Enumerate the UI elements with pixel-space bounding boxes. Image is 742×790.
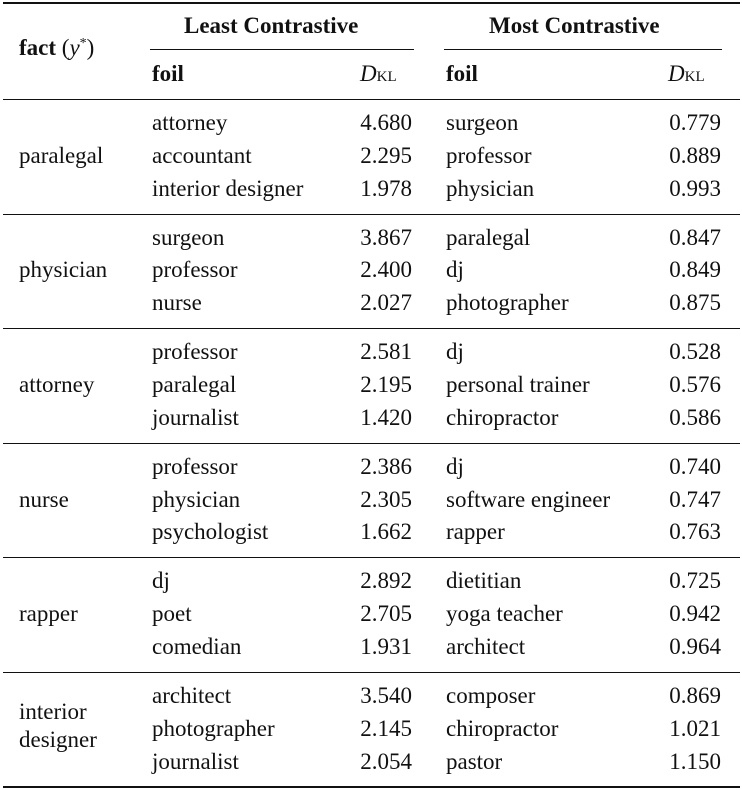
least-foil-cell: comedian [152,634,242,659]
least-foil-cell: surgeon [152,224,225,250]
least-dkl-header: DKL [360,61,397,86]
most-foil-cell: dj [446,453,464,479]
least-foil-cell: journalist [152,748,239,774]
fact-cell: paralegal [19,142,104,168]
least-dkl-cell: 1.420 [360,404,412,430]
least-foil-cell: architect [152,683,232,708]
least-foil-cell: dj [152,568,170,594]
least-foil-cell: interior designer [152,175,304,201]
most-foil-cell: composer [446,683,536,708]
most-foil-cell: surgeon [446,110,519,135]
fact-cell [19,698,97,754]
group-separator-rule [3,672,740,673]
most-dkl-cell: 0.528 [669,339,721,365]
least-dkl-cell: 2.195 [360,372,412,397]
most-foil-cell: chiropractor [446,404,559,430]
group-separator-rule [3,443,740,444]
most-dkl-cell: 1.021 [669,715,721,741]
most-dkl-cell: 0.779 [669,110,721,135]
most-foil-cell: dj [446,339,464,365]
most-dkl-cell: 0.869 [669,683,721,708]
least-foil-cell: physician [152,486,241,512]
most-dkl-cell: 0.586 [669,404,721,430]
most-dkl-cell: 0.740 [669,453,721,479]
fact-cell-line: designer [19,727,97,752]
most-foil-cell: chiropractor [446,715,559,741]
least-contrastive-header: Least Contrastive [184,13,359,38]
fact-cell: attorney [19,372,95,397]
least-dkl-cell: 2.145 [360,715,412,741]
least-foil-header: foil [152,61,184,86]
most-cmidrule [444,49,722,50]
fact-cell: physician [19,257,108,283]
least-dkl-cell: 1.931 [360,634,412,659]
most-foil-cell: physician [446,175,535,201]
most-foil-cell: yoga teacher [446,601,563,627]
fact-cell: rapper [19,601,78,627]
most-dkl-cell: 0.763 [669,519,721,545]
least-dkl-cell: 2.705 [360,601,412,627]
least-foil-cell: poet [152,601,192,627]
most-dkl-cell: 1.150 [669,748,721,774]
least-foil-cell: accountant [152,142,252,168]
most-dkl-header: DKL [668,61,705,86]
least-dkl-cell: 1.662 [360,519,412,545]
most-foil-cell: software engineer [446,486,611,512]
most-foil-cell: rapper [446,519,505,545]
least-dkl-cell: 3.867 [360,224,412,250]
group-separator-rule [3,557,740,558]
most-foil-cell: pastor [446,748,503,774]
fact-cell: nurse [19,486,69,512]
most-foil-cell: professor [446,142,532,168]
most-dkl-cell: 0.889 [669,142,721,168]
least-dkl-cell: 2.400 [360,257,412,283]
least-foil-cell: attorney [152,110,228,135]
fact-cell-line: interior [19,699,87,724]
least-foil-cell: psychologist [152,519,269,545]
most-foil-cell: architect [446,634,526,659]
least-dkl-cell: 3.540 [360,683,412,708]
least-foil-cell: professor [152,339,238,365]
least-dkl-cell: 2.305 [360,486,412,512]
most-dkl-cell: 0.942 [669,601,721,627]
most-dkl-cell: 0.725 [669,568,721,594]
most-foil-cell: photographer [446,290,569,316]
least-dkl-cell: 4.680 [360,110,412,135]
top-rule [3,2,740,4]
least-foil-cell: professor [152,257,238,283]
least-dkl-cell: 2.027 [360,290,412,316]
least-foil-cell: journalist [152,404,239,430]
least-dkl-cell: 2.892 [360,568,412,594]
most-dkl-cell: 0.747 [669,486,721,512]
least-foil-cell: professor [152,453,238,479]
least-dkl-cell: 2.054 [360,748,412,774]
least-cmidrule [150,49,414,50]
most-foil-cell: dietitian [446,568,522,594]
most-contrastive-header: Most Contrastive [489,13,660,38]
least-dkl-cell: 1.978 [360,175,412,201]
most-dkl-cell: 0.875 [669,290,721,316]
most-foil-cell: dj [446,257,464,283]
most-dkl-cell: 0.964 [669,634,721,659]
most-dkl-cell: 0.847 [669,224,721,250]
most-dkl-cell: 0.576 [669,372,721,397]
least-dkl-cell: 2.295 [360,142,412,168]
least-dkl-cell: 2.386 [360,453,412,479]
least-foil-cell: nurse [152,290,202,316]
header-bottom-rule [3,99,740,100]
most-foil-header: foil [446,61,478,86]
bottom-rule [3,786,740,788]
most-dkl-cell: 0.849 [669,257,721,283]
fact-column-header: fact (y*) [19,35,95,60]
most-foil-cell: paralegal [446,224,531,250]
least-dkl-cell: 2.581 [360,339,412,365]
most-foil-cell: personal trainer [446,372,590,397]
most-dkl-cell: 0.993 [669,175,721,201]
least-foil-cell: photographer [152,715,275,741]
group-separator-rule [3,328,740,329]
group-separator-rule [3,214,740,215]
least-foil-cell: paralegal [152,372,237,397]
